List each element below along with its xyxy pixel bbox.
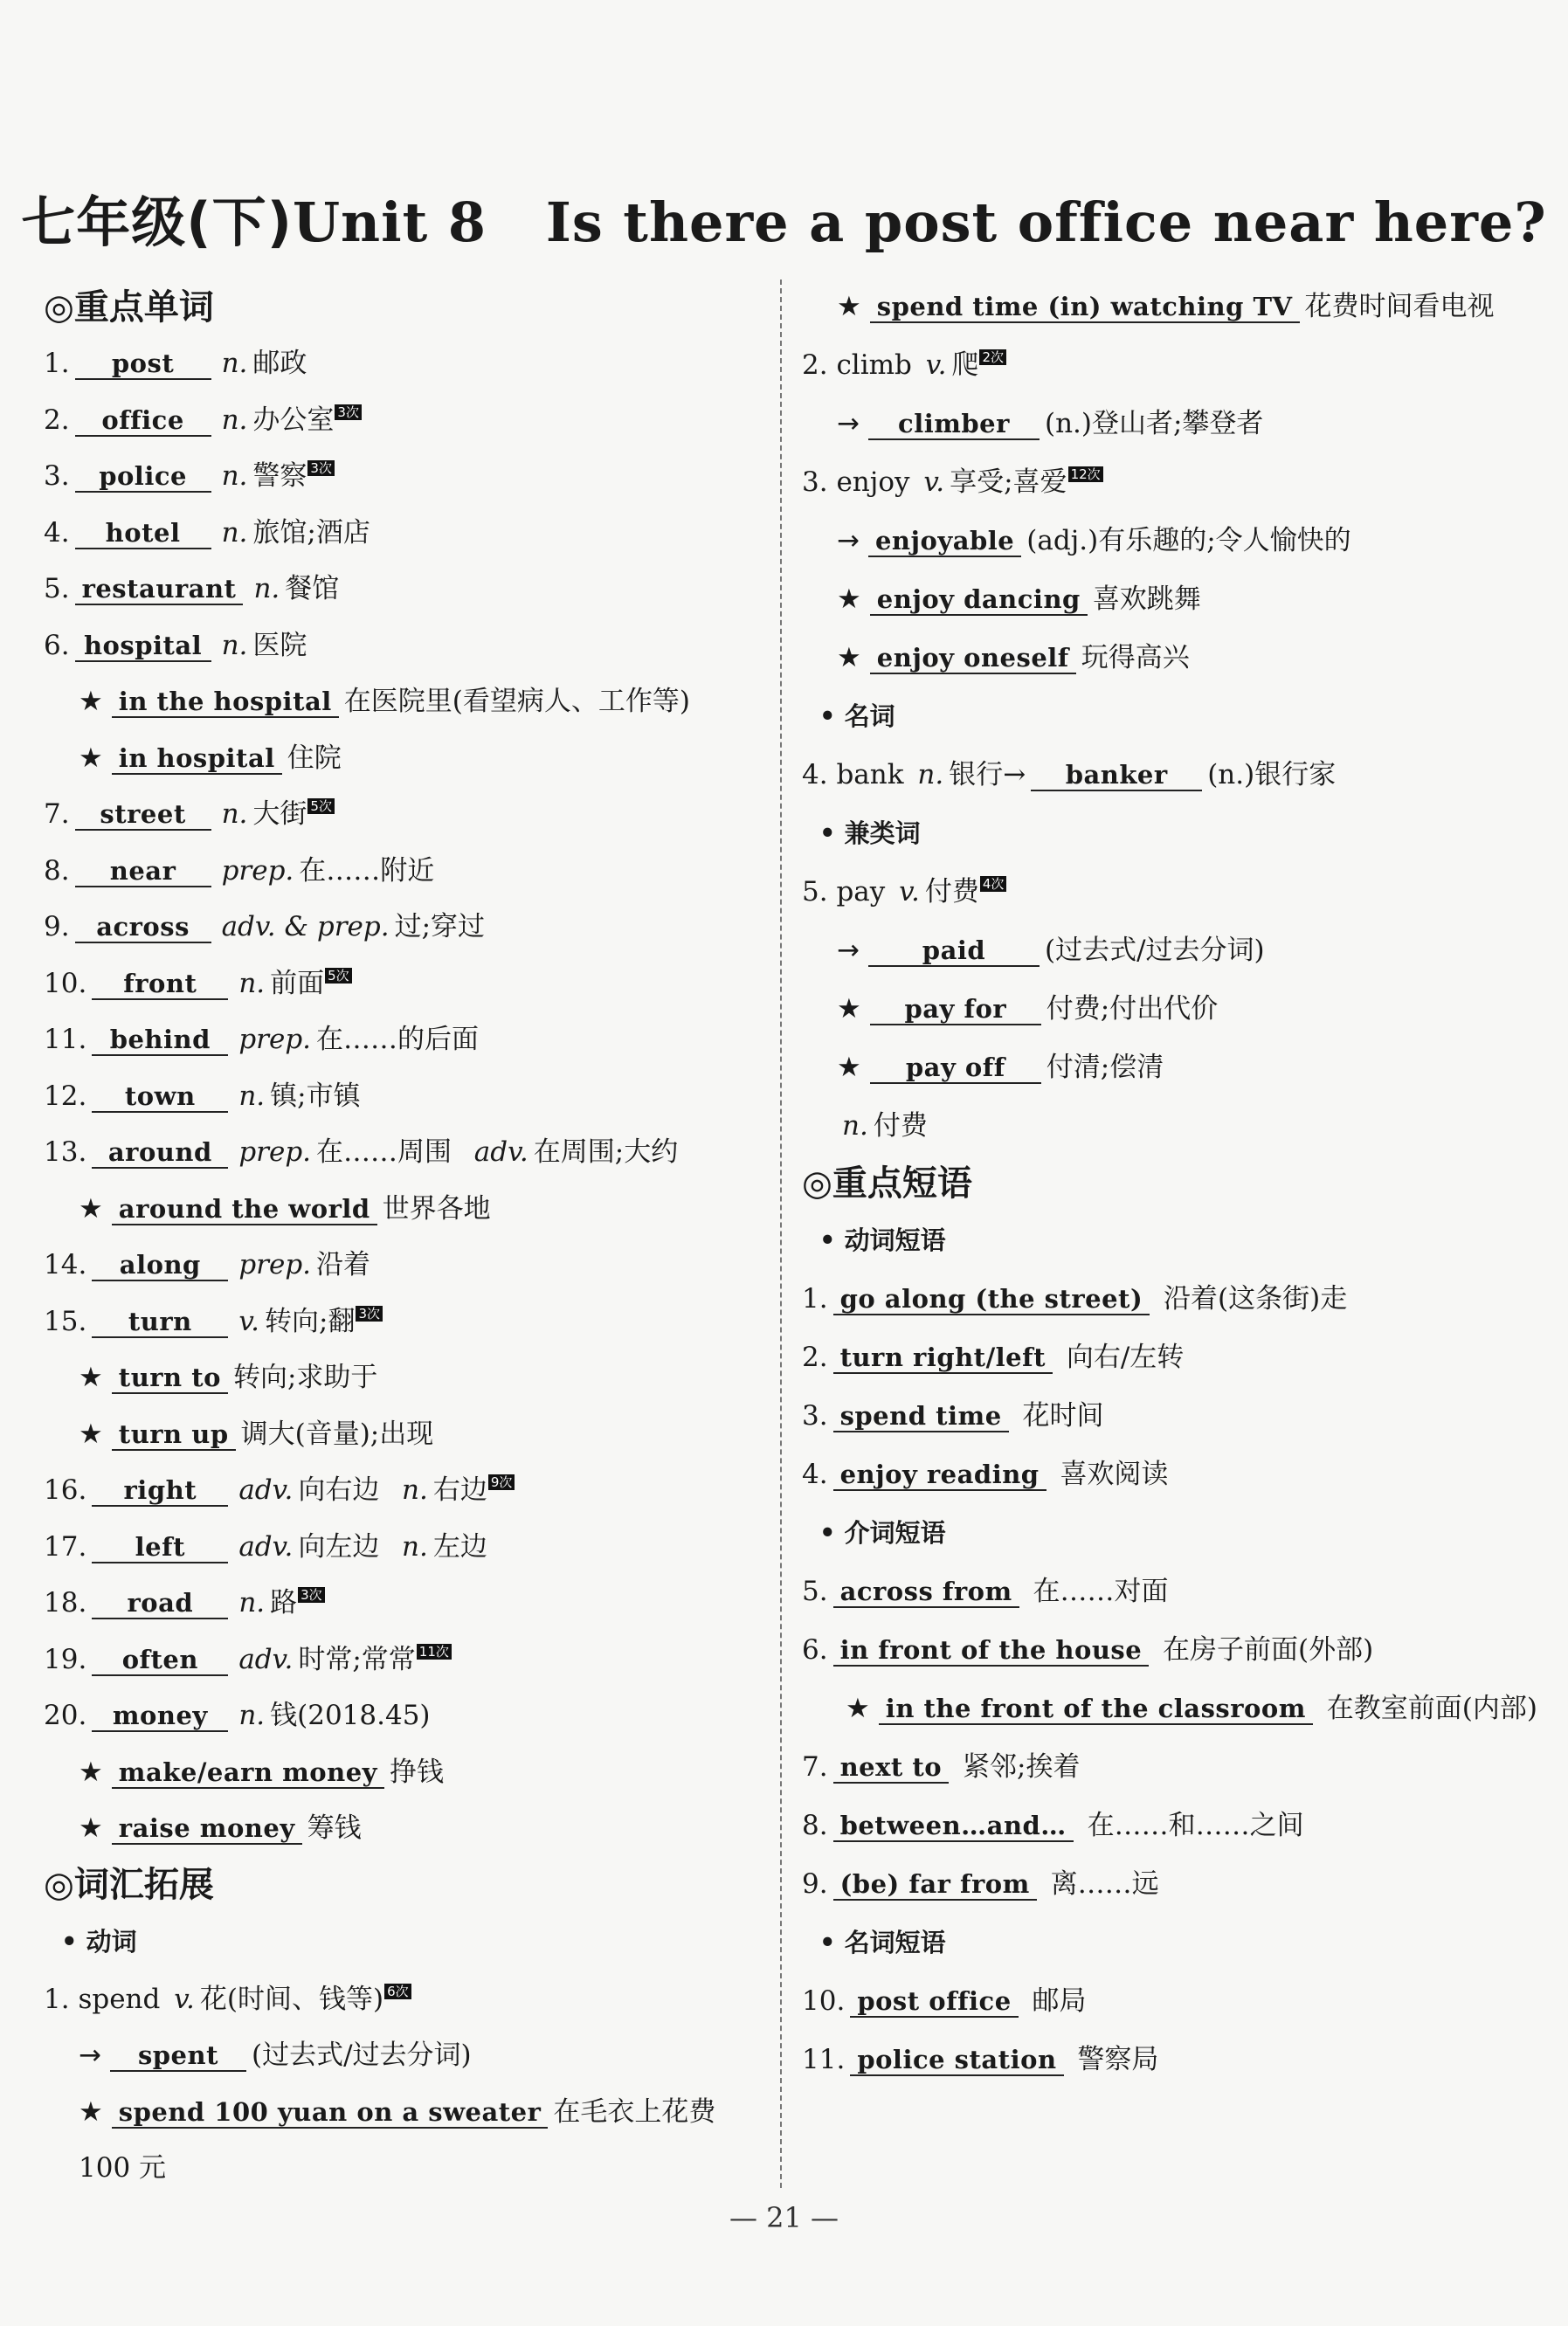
meaning: 餐馆 bbox=[285, 573, 340, 604]
word-entry bbox=[44, 1068, 769, 1125]
phrase-entry bbox=[802, 1621, 1527, 1680]
answer-blank: in front of the house bbox=[833, 1635, 1150, 1667]
climb-entry bbox=[802, 336, 1527, 395]
entry-number: 10. bbox=[44, 967, 87, 999]
word-entry bbox=[44, 1688, 769, 1744]
answer-blank: hotel bbox=[75, 518, 211, 549]
part-of-speech: prep. bbox=[238, 1136, 312, 1168]
answer-blank: street bbox=[75, 799, 211, 831]
part-of-speech: prep. bbox=[238, 1249, 312, 1280]
word-entry bbox=[44, 899, 769, 956]
phrase-entry bbox=[802, 1563, 1527, 1621]
noun-phrase-subheading: • 名词短语 bbox=[819, 1928, 946, 1957]
star-icon: ★ bbox=[837, 642, 861, 673]
sweater-entry-continued: 100 元 bbox=[79, 2152, 167, 2184]
meaning: 在……的后面 bbox=[316, 1024, 480, 1055]
star-icon: ★ bbox=[79, 686, 103, 717]
star-phrase-entry bbox=[44, 1406, 769, 1463]
entry-number: 4. bbox=[44, 516, 70, 549]
entry-number: 3. bbox=[802, 466, 828, 498]
star-phrase-entry bbox=[44, 673, 769, 730]
part-of-speech: n. bbox=[253, 573, 280, 604]
meaning: 在毛衣上花费 bbox=[553, 2095, 716, 2128]
answer-blank: across from bbox=[833, 1577, 1019, 1608]
frequency-badge: 3次 bbox=[307, 460, 335, 476]
enjoy-entry bbox=[802, 453, 1527, 512]
arrow-icon: → bbox=[837, 408, 860, 439]
meaning: 前面 bbox=[270, 967, 325, 999]
headword: climb bbox=[836, 349, 912, 381]
meaning: 邮政 bbox=[252, 348, 307, 379]
left-column bbox=[44, 280, 769, 2197]
answer-blank: go along (the street) bbox=[833, 1284, 1150, 1315]
arrow-icon: → bbox=[837, 525, 860, 556]
title-question: Is there a post office near here? bbox=[545, 190, 1547, 254]
meaning: 挣钱 bbox=[390, 1756, 445, 1788]
answer-blank: between…and… bbox=[833, 1811, 1074, 1842]
meaning: 在教室前面(内部) bbox=[1326, 1693, 1537, 1724]
entry-number: 3. bbox=[44, 460, 70, 492]
part-of-speech: n. bbox=[221, 516, 248, 549]
part-of-speech: n. bbox=[221, 404, 248, 436]
meaning: (adj.)有乐趣的;令人愉快的 bbox=[1026, 525, 1351, 556]
meaning: 镇;市镇 bbox=[270, 1080, 361, 1112]
meaning: 大街 bbox=[252, 798, 307, 830]
pay-for-entry bbox=[802, 980, 1527, 1039]
spend-entry bbox=[44, 1971, 769, 2028]
frequency-badge: 11次 bbox=[417, 1644, 452, 1660]
answer-blank: paid bbox=[868, 935, 1040, 967]
part-of-speech: n. bbox=[402, 1474, 428, 1506]
star-icon: ★ bbox=[846, 1693, 870, 1724]
meaning: 警察局 bbox=[1077, 2044, 1159, 2075]
word-entry bbox=[44, 448, 769, 505]
meaning: 过;穿过 bbox=[394, 911, 486, 942]
meaning: 在……和……之间 bbox=[1087, 1810, 1304, 1841]
part-of-speech: adv. & prep. bbox=[221, 911, 390, 942]
part-of-speech: adv. bbox=[238, 1643, 294, 1675]
part-of-speech: v. bbox=[174, 1983, 195, 2015]
bank-entry bbox=[802, 746, 1527, 804]
part-of-speech: adv. bbox=[238, 1474, 294, 1506]
answer-blank: money bbox=[92, 1701, 228, 1732]
meaning: 离……远 bbox=[1050, 1868, 1159, 1900]
entry-number: 10. bbox=[802, 1985, 846, 2017]
verb-subheading: • 动词 bbox=[61, 1926, 137, 1957]
star-phrase-entry bbox=[44, 1349, 769, 1406]
meaning: 时常;常常 bbox=[298, 1643, 416, 1675]
word-entry bbox=[44, 1294, 769, 1350]
part-of-speech: adv. bbox=[238, 1530, 294, 1563]
phrase-entry bbox=[802, 1387, 1527, 1446]
meaning: 右边 bbox=[432, 1474, 487, 1506]
part-of-speech: n. bbox=[238, 1587, 266, 1619]
phrase-entry bbox=[802, 1270, 1527, 1329]
meaning: 向右/左转 bbox=[1066, 1342, 1185, 1373]
multi-class-subheading: • 兼类词 bbox=[819, 818, 921, 848]
star-phrase-entry bbox=[44, 730, 769, 787]
arrow-icon: → bbox=[79, 2040, 101, 2071]
frequency-badge: 9次 bbox=[488, 1474, 515, 1490]
star-phrase-entry bbox=[44, 1800, 769, 1857]
meaning: 警察 bbox=[252, 460, 307, 492]
entry-number: 5. bbox=[44, 573, 70, 604]
part-of-speech: n. bbox=[238, 1700, 266, 1731]
answer-blank: post bbox=[75, 349, 211, 380]
meaning: 享受;喜爱 bbox=[950, 466, 1067, 498]
paid-entry bbox=[802, 921, 1527, 980]
phrase-entry bbox=[802, 1797, 1527, 1855]
part-of-speech: prep. bbox=[238, 1024, 312, 1055]
meaning: 在周围;大约 bbox=[533, 1136, 679, 1168]
frequency-badge: 4次 bbox=[980, 876, 1007, 892]
answer-blank: enjoyable bbox=[868, 526, 1021, 557]
entry-number: 12. bbox=[44, 1080, 87, 1112]
word-entry bbox=[44, 561, 769, 618]
meaning: 花费时间看电视 bbox=[1304, 291, 1495, 322]
word-entry bbox=[44, 1462, 769, 1519]
entry-number: 11. bbox=[44, 1024, 87, 1055]
prep-phrase-subheading: • 介词短语 bbox=[819, 1518, 946, 1548]
answer-blank: behind bbox=[92, 1025, 228, 1056]
title-unit: Unit 8 bbox=[292, 190, 487, 254]
entry-number: 5. bbox=[802, 1576, 828, 1607]
entry-number: 4. bbox=[802, 759, 828, 790]
page-number: — 21 — bbox=[729, 2201, 839, 2234]
part-of-speech: n. bbox=[842, 1110, 868, 1142]
meaning: 在……附近 bbox=[299, 854, 435, 887]
answer-blank: spent bbox=[110, 2040, 246, 2072]
word-entry bbox=[44, 786, 769, 843]
star-icon: ★ bbox=[79, 1756, 103, 1788]
meaning: 向右边 bbox=[298, 1474, 380, 1506]
word-entry bbox=[44, 1011, 769, 1068]
entry-number: 1. bbox=[802, 1283, 828, 1315]
answer-blank: turn right/left bbox=[833, 1342, 1053, 1374]
answer-blank: left bbox=[92, 1532, 228, 1563]
answer-blank: restaurant bbox=[75, 574, 244, 605]
part-of-speech: n. bbox=[917, 759, 944, 790]
meaning: (过去式/过去分词) bbox=[251, 2040, 472, 2071]
section-key-phrases: ◎重点短语 bbox=[802, 1163, 972, 1204]
answer-blank: across bbox=[75, 912, 211, 943]
word-entry bbox=[44, 1124, 769, 1181]
entry-number: 18. bbox=[44, 1587, 87, 1619]
meaning: 紧邻;挨着 bbox=[963, 1751, 1081, 1783]
noun-phrase-list bbox=[802, 1972, 1527, 2089]
meaning: 路 bbox=[270, 1587, 298, 1619]
verb-phrase-subheading: • 动词短语 bbox=[819, 1225, 946, 1255]
entry-number: 7. bbox=[802, 1751, 828, 1783]
meaning: 邮局 bbox=[1032, 1985, 1087, 2017]
answer-blank: enjoy oneself bbox=[870, 643, 1076, 674]
frequency-badge: 3次 bbox=[335, 404, 362, 420]
meaning: 在……周围 bbox=[316, 1136, 452, 1168]
answer-blank: (be) far from bbox=[833, 1869, 1037, 1901]
answer-blank: spend 100 yuan on a sweater bbox=[112, 2097, 549, 2129]
phrase-entry bbox=[802, 1855, 1527, 1914]
meaning: 世界各地 bbox=[382, 1192, 491, 1225]
meaning: 爬 bbox=[951, 349, 979, 381]
part-of-speech: v. bbox=[238, 1305, 260, 1337]
climber-entry bbox=[802, 395, 1527, 453]
answer-blank: in hospital bbox=[112, 743, 282, 775]
answer-blank: turn to bbox=[112, 1363, 228, 1394]
meaning: 付费 bbox=[924, 876, 979, 908]
meaning: 住院 bbox=[287, 742, 342, 774]
word-entry bbox=[44, 956, 769, 1012]
word-entry bbox=[44, 1632, 769, 1688]
answer-blank: police station bbox=[850, 2045, 1063, 2076]
star-icon: ★ bbox=[79, 1418, 103, 1450]
meaning: 花时间 bbox=[1022, 1400, 1104, 1432]
word-entry bbox=[44, 505, 769, 562]
meaning: 沿着(这条街)走 bbox=[1164, 1283, 1348, 1315]
frequency-badge: 5次 bbox=[325, 968, 352, 984]
answer-blank: banker bbox=[1031, 760, 1202, 791]
answer-blank: in the hospital bbox=[112, 687, 339, 718]
answer-blank: in the front of the classroom bbox=[879, 1694, 1313, 1725]
answer-blank: next to bbox=[833, 1752, 950, 1784]
answer-blank: raise money bbox=[112, 1813, 302, 1845]
answer-blank: enjoy reading bbox=[833, 1460, 1046, 1491]
meaning: 调大(音量);出现 bbox=[240, 1418, 434, 1450]
part-of-speech: n. bbox=[238, 967, 266, 999]
star-icon: ★ bbox=[837, 1052, 861, 1083]
answer-blank: police bbox=[75, 461, 211, 493]
answer-blank: often bbox=[92, 1645, 228, 1676]
star-icon: ★ bbox=[79, 1812, 103, 1844]
answer-blank: pay off bbox=[870, 1053, 1041, 1084]
part-of-speech: n. bbox=[402, 1530, 428, 1563]
phrase-entry bbox=[802, 1329, 1527, 1387]
phrase-entry bbox=[802, 2031, 1527, 2089]
frequency-badge: 3次 bbox=[298, 1587, 325, 1603]
star-phrase-entry bbox=[44, 1744, 769, 1801]
frequency-badge: 5次 bbox=[307, 798, 335, 814]
phrase-entry bbox=[802, 1738, 1527, 1797]
meaning: 转向;求助于 bbox=[232, 1362, 378, 1393]
star-icon: ★ bbox=[837, 583, 861, 615]
entry-number: 6. bbox=[44, 629, 70, 661]
enjoy-oneself-entry bbox=[802, 629, 1527, 687]
verb-phrase-list bbox=[802, 1270, 1527, 1504]
part-of-speech: prep. bbox=[221, 854, 294, 887]
answer-blank: hospital bbox=[75, 631, 211, 662]
frequency-badge: 6次 bbox=[384, 1984, 411, 1999]
frequency-badge: 12次 bbox=[1068, 466, 1103, 482]
pay-entry bbox=[802, 863, 1527, 921]
meaning: 银行→ bbox=[949, 759, 1026, 790]
meaning: 在房子前面(外部) bbox=[1163, 1634, 1374, 1666]
star-icon: ★ bbox=[79, 2095, 103, 2128]
meaning: (过去式/过去分词) bbox=[1044, 935, 1265, 966]
watch-tv-entry bbox=[802, 278, 1527, 336]
pay-noun-entry bbox=[802, 1097, 1527, 1156]
answer-blank: around the world bbox=[112, 1194, 377, 1225]
sweater-entry bbox=[44, 2084, 769, 2141]
part-of-speech: adv. bbox=[473, 1136, 528, 1168]
section-vocab-extension: ◎词汇拓展 bbox=[44, 1864, 214, 1905]
entry-number: 20. bbox=[44, 1700, 87, 1731]
word-entry bbox=[44, 618, 769, 674]
prep-phrase-list bbox=[802, 1563, 1537, 1914]
meaning: 沿着 bbox=[316, 1249, 371, 1280]
entry-number: 9. bbox=[44, 911, 70, 942]
entry-number: 19. bbox=[44, 1643, 87, 1675]
pay-off-entry bbox=[802, 1039, 1527, 1097]
meaning: 花(时间、钱等) bbox=[199, 1983, 384, 2015]
key-words-list bbox=[44, 335, 769, 1857]
right-column bbox=[802, 278, 1537, 2089]
meaning: 筹钱 bbox=[307, 1812, 362, 1844]
answer-blank: around bbox=[92, 1137, 228, 1169]
answer-blank: enjoy dancing bbox=[870, 584, 1088, 616]
headword: pay bbox=[836, 876, 886, 908]
meaning: 在……对面 bbox=[1033, 1576, 1169, 1607]
meaning: 付费;付出代价 bbox=[1046, 993, 1219, 1025]
meaning: 医院 bbox=[252, 629, 307, 661]
entry-number: 1. bbox=[44, 1983, 70, 2015]
entry-number: 15. bbox=[44, 1305, 87, 1337]
word-entry bbox=[44, 392, 769, 449]
entry-number: 8. bbox=[44, 854, 70, 887]
meaning: 向左边 bbox=[298, 1530, 380, 1563]
answer-blank: turn up bbox=[112, 1419, 236, 1451]
arrow-icon: → bbox=[837, 935, 860, 966]
entry-number: 5. bbox=[802, 876, 828, 908]
answer-blank: post office bbox=[850, 1986, 1018, 2018]
noun-subheading: • 名词 bbox=[819, 701, 895, 731]
entry-number: 2. bbox=[802, 1342, 828, 1373]
star-icon: ★ bbox=[79, 1362, 103, 1393]
part-of-speech: v. bbox=[925, 349, 947, 381]
meaning: (n.)登山者;攀登者 bbox=[1044, 408, 1264, 439]
meaning: 办公室 bbox=[252, 404, 335, 436]
word-entry bbox=[44, 335, 769, 392]
answer-blank: office bbox=[75, 405, 211, 437]
part-of-speech: v. bbox=[923, 466, 945, 498]
enjoy-dancing-entry bbox=[802, 570, 1527, 629]
entry-number: 3. bbox=[802, 1400, 828, 1432]
answer-blank: spend time bbox=[833, 1401, 1009, 1432]
part-of-speech: n. bbox=[221, 348, 248, 379]
meaning: 玩得高兴 bbox=[1081, 642, 1190, 673]
entry-number: 4. bbox=[802, 1459, 828, 1490]
meaning: 在医院里(看望病人、工作等) bbox=[343, 686, 690, 717]
part-of-speech: v. bbox=[899, 876, 920, 908]
star-icon: ★ bbox=[79, 742, 103, 774]
headword: enjoy bbox=[836, 466, 910, 498]
phrase-entry bbox=[802, 1972, 1527, 2031]
star-phrase-entry bbox=[802, 1680, 1537, 1738]
entry-number: 2. bbox=[802, 349, 828, 381]
answer-blank: climber bbox=[868, 409, 1040, 440]
word-entry bbox=[44, 1237, 769, 1294]
entry-number: 11. bbox=[802, 2044, 846, 2075]
part-of-speech: n. bbox=[221, 629, 248, 661]
star-icon: ★ bbox=[837, 993, 861, 1025]
answer-blank: right bbox=[92, 1475, 228, 1507]
meaning: 左边 bbox=[432, 1530, 487, 1563]
meaning: 旅馆;酒店 bbox=[252, 516, 370, 549]
answer-blank: near bbox=[75, 856, 211, 887]
star-icon: ★ bbox=[837, 291, 861, 322]
phrase-entry bbox=[802, 1446, 1527, 1504]
answer-blank: town bbox=[92, 1081, 228, 1113]
answer-blank: pay for bbox=[870, 994, 1041, 1025]
entry-number: 8. bbox=[802, 1810, 828, 1841]
answer-blank: along bbox=[92, 1250, 228, 1281]
word-entry bbox=[44, 1519, 769, 1576]
star-phrase-entry bbox=[44, 1181, 769, 1238]
entry-number: 2. bbox=[44, 404, 70, 436]
meaning: (n.)银行家 bbox=[1207, 759, 1337, 790]
entry-number: 17. bbox=[44, 1530, 87, 1563]
enjoyable-entry bbox=[802, 512, 1527, 570]
answer-blank: spend time (in) watching TV bbox=[870, 292, 1300, 323]
headword: spend bbox=[78, 1983, 161, 2015]
entry-number: 13. bbox=[44, 1136, 87, 1168]
title-grade: 七年级(下) bbox=[21, 190, 293, 254]
column-divider bbox=[780, 280, 782, 2188]
entry-number: 7. bbox=[44, 798, 70, 830]
meaning: 钱(2018.45) bbox=[270, 1700, 431, 1731]
word-entry bbox=[44, 843, 769, 900]
entry-number: 16. bbox=[44, 1474, 87, 1506]
answer-blank: road bbox=[92, 1588, 228, 1619]
part-of-speech: n. bbox=[221, 460, 248, 492]
entry-number: 1. bbox=[44, 348, 70, 379]
headword: bank bbox=[836, 759, 904, 790]
star-icon: ★ bbox=[79, 1192, 103, 1225]
answer-blank: front bbox=[92, 969, 228, 1000]
meaning: 喜欢阅读 bbox=[1060, 1459, 1169, 1490]
part-of-speech: n. bbox=[238, 1080, 266, 1112]
frequency-badge: 2次 bbox=[979, 349, 1006, 365]
section-key-words: ◎重点单词 bbox=[44, 287, 214, 328]
part-of-speech: n. bbox=[221, 798, 248, 830]
page-title bbox=[0, 179, 1568, 257]
entry-number: 6. bbox=[802, 1634, 828, 1666]
meaning: 喜欢跳舞 bbox=[1092, 583, 1201, 615]
answer-blank: turn bbox=[92, 1307, 228, 1338]
spent-entry bbox=[44, 2027, 769, 2084]
meaning: 付费 bbox=[873, 1110, 928, 1142]
entry-number: 9. bbox=[802, 1868, 828, 1900]
answer-blank: make/earn money bbox=[112, 1757, 384, 1789]
word-entry bbox=[44, 1575, 769, 1632]
frequency-badge: 3次 bbox=[356, 1306, 383, 1322]
meaning: 付清;偿清 bbox=[1046, 1052, 1164, 1083]
entry-number: 14. bbox=[44, 1249, 87, 1280]
meaning: 转向;翻 bbox=[265, 1305, 356, 1337]
